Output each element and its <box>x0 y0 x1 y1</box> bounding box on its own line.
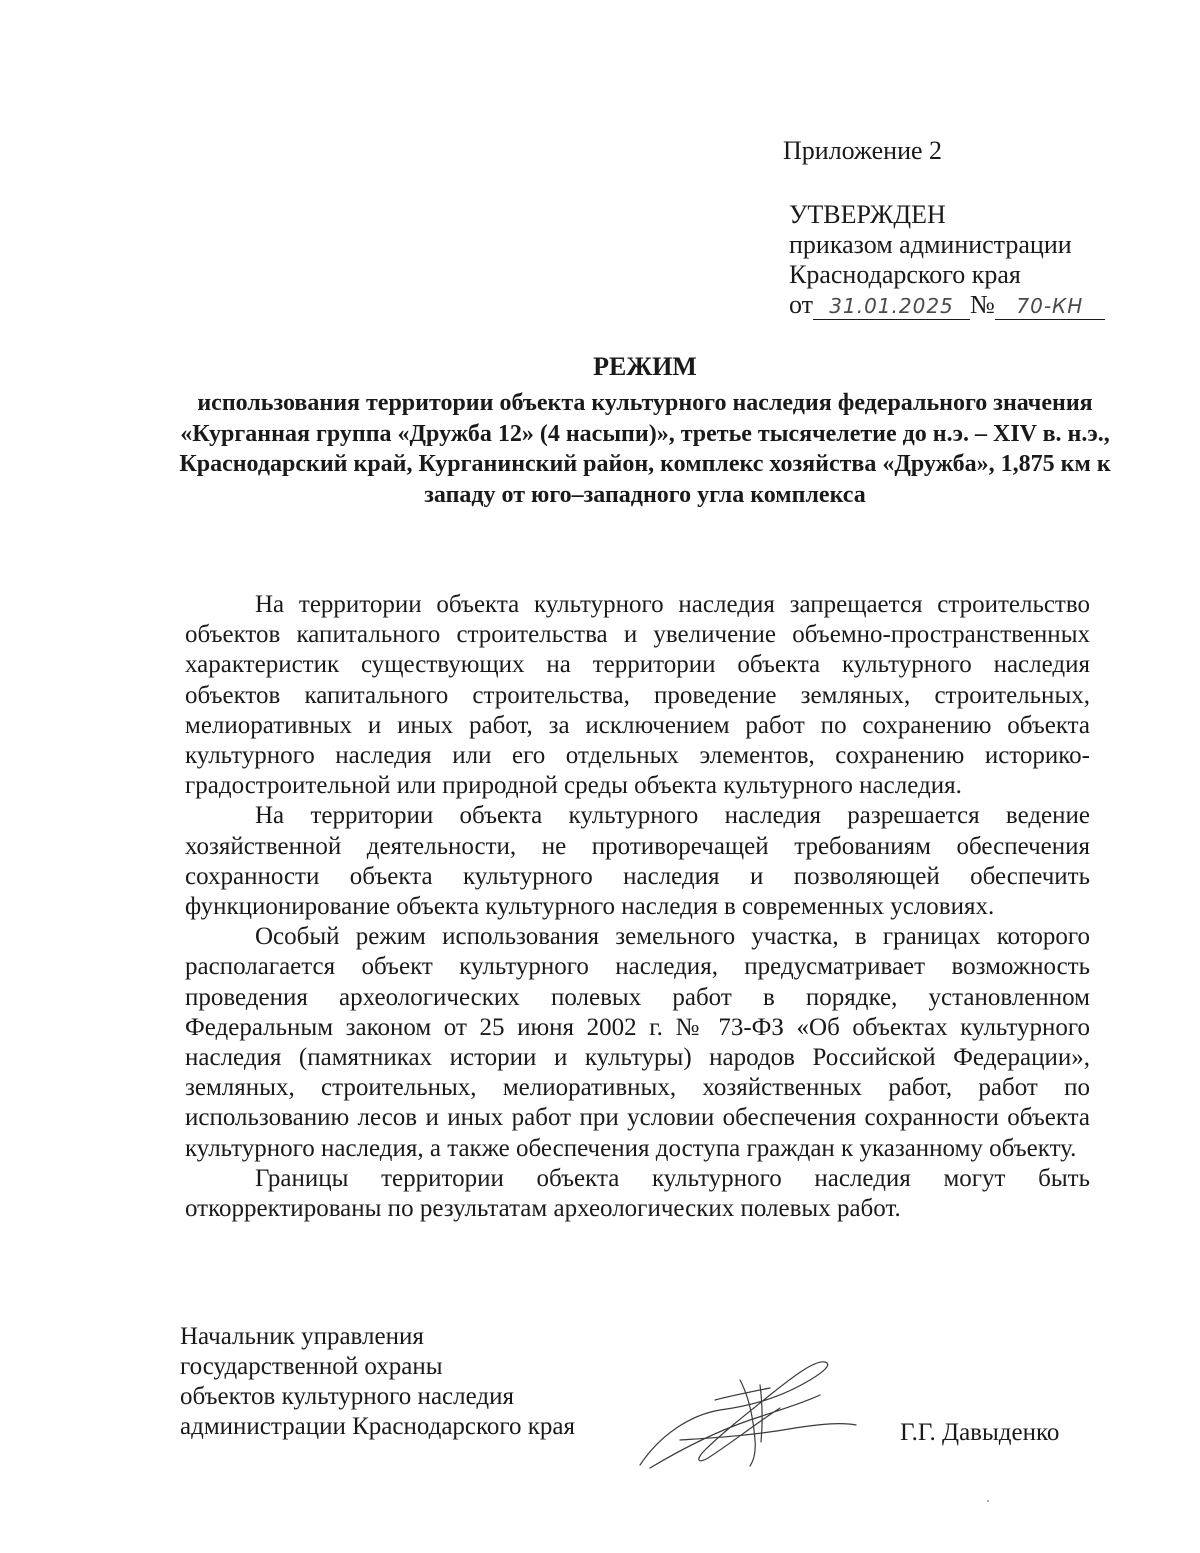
paragraph-prohibitions: На территории объекта культурного наследия запрещается строительство объектов капитального строительства и увеличение объемно-пространственных характеристик существующих на территории объекта культурного наследия объектов капитального строительства, проведение земляных, строительных, мелиоративных и иных работ, за исключением работ по сохранению объекта культурного наследия или его отдельных элементов, сохранению историко-градостроительной или природной среды объекта культурного наследия. <box>185 591 1090 800</box>
from-label: от <box>789 290 814 319</box>
region-label: Краснодарского края <box>789 260 1021 289</box>
document-subtitle: использования территории объекта культурного наследия федерального значения «Курганная группа «Дружба 12» (4 насыпи)», третье тысячелетие до н.э. – XIV в. н.э., Краснодарский край, Курганинский район, комплекс хозяйства «Дружба», 1,875 км к западу от юго–западного угла комплекса <box>179 390 1111 508</box>
paragraph-boundaries: Границы территории объекта культурного наследия могут быть откорректированы по результатам археологических полевых работ. <box>185 1164 1090 1223</box>
appendix-label: Приложение 2 <box>783 136 943 165</box>
number-sign: № <box>970 290 995 319</box>
approval-block <box>789 200 1105 320</box>
signatory-position <box>180 1322 575 1442</box>
approved-label: УТВЕРЖДЕН <box>789 200 946 229</box>
paragraph-special-regime: Особый режим использования земельного участка, в границах которого располагается объект культурного наследия, предусматривает возможность проведения археологических полевых работ в порядке, установленном Федеральным законом от 25 июня 2002 г. № 73-ФЗ «Об объектах культурного наследия (памятниках истории и культуры) народов Российской Федерации», земляных, строительных, мелиоративных, хозяйственных работ, работ по использованию лесов и иных работ при условии обеспечения сохранности объекта культурного наследия, а также обеспечения доступа граждан к указанному объекту. <box>185 923 1090 1162</box>
handwritten-number: 70-КН <box>995 293 1105 320</box>
document-body <box>185 590 1090 1224</box>
by-order-label: приказом администрации <box>789 230 1072 259</box>
position-line: объектов культурного наследия <box>180 1383 514 1410</box>
position-line: Начальник управления <box>180 1323 424 1350</box>
position-line: администрации Краснодарского края <box>180 1413 576 1440</box>
handwritten-date: 31.01.2025 <box>813 293 970 320</box>
document-title: РЕЖИМ <box>593 352 697 381</box>
scan-speck <box>987 1500 989 1502</box>
paragraph-permitted-activity: На территории объекта культурного наследия разрешается ведение хозяйственной деятельности, не противоречащей требованиям обеспечения сохранности объекта культурного наследия и позволяющей обеспечить функционирование объекта культурного наследия в современных условиях. <box>185 802 1090 921</box>
signatory-name: Г.Г. Давыденко <box>900 1419 1060 1446</box>
handwritten-signature <box>620 1340 870 1480</box>
order-date-line <box>789 290 1105 320</box>
position-line: государственной охраны <box>180 1353 443 1380</box>
